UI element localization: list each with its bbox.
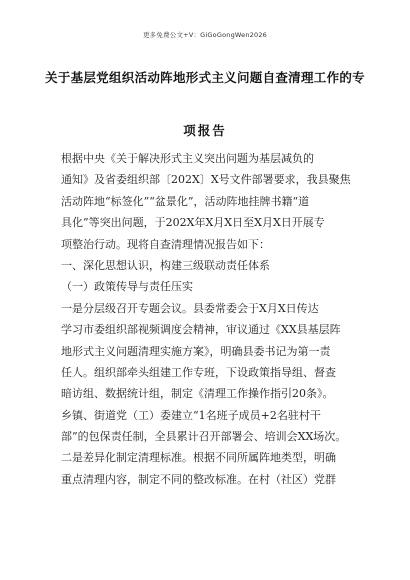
document-title-line-1: 关于基层党组织活动阵地形式主义问题自查清理工作的专 [44,70,365,85]
body-line: 部”的包保责任制，全县累计召开部署会、培训会XX场次。 [61,430,347,444]
document-body [61,148,351,490]
document-title-line-2: 项报告 [183,123,227,138]
body-line: 二是差异化制定清理标准。根据不同所属阵地类型，明确 [61,451,336,465]
body-line: 乡镇、街道党（工）委建立“1名班子成员+2名驻村干 [61,408,321,422]
body-line: 具化”等突出问题，于202X年X月X日至X月X日开展专 [61,216,325,230]
body-line: 任人。组织部牵头组建工作专班，下设政策指导组、督查 [61,365,336,379]
body-line: 项整治行动。现将自查清理情况报告如下： [61,237,270,251]
section-heading: 一、深化思想认识，构建三级联动责任体系 [61,258,270,272]
body-line: 学习市委组织部视频调度会精神，审议通过《XX县基层阵 [61,323,341,337]
body-line: 通知》及省委组织部〔202X〕X号文件部署要求，我县聚焦 [61,173,351,187]
subsection-heading: （一）政策传导与责任压实 [61,280,193,294]
body-line: 重点清理内容，制定不同的整改标准。在村（社区）党群 [61,472,336,486]
header-note: 更多免费公文+V：GiGoGongWen2026 [142,31,267,39]
body-line: 活动阵地“标签化”“盆景化”，活动阵地挂牌书籍“道 [61,194,310,208]
body-line: 地形式主义问题清理实施方案》，明确县委书记为第一责 [61,344,331,358]
body-line: 一是分层级召开专题会议。县委常委会于X月X日传达 [61,301,319,315]
body-line: 暗访组、数据统计组，制定《清理工作操作指引20条》。 [61,387,334,401]
body-line: 根据中央《关于解决形式主义突出问题为基层减负的 [61,152,314,165]
